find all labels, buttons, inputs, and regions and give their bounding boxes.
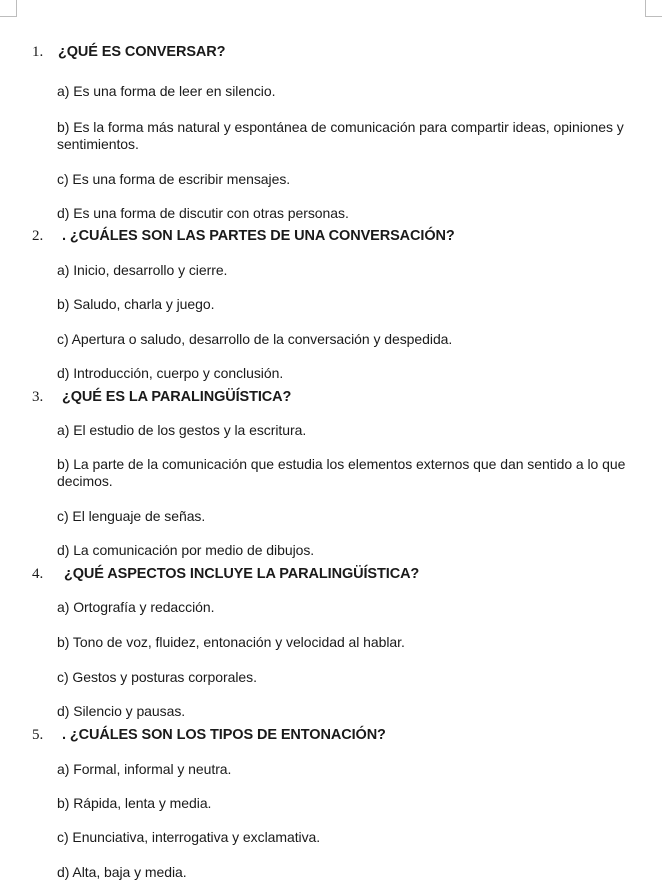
option-c[interactable]: c) Enunciativa, interrogativa y exclamativa.: [57, 829, 321, 845]
option-b[interactable]: b) Rápida, lenta y media.: [57, 795, 212, 811]
option-c[interactable]: c) Es una forma de escribir mensajes.: [57, 171, 291, 187]
question-heading: [32, 566, 419, 583]
option-a[interactable]: a) El estudio de los gestos y la escritura.: [57, 422, 307, 438]
option-d[interactable]: d) Introducción, cuerpo y conclusión.: [57, 365, 284, 381]
page-corner-mark-right: [645, 0, 662, 17]
option-d[interactable]: d) Silencio y pausas.: [57, 703, 186, 719]
question-number: 3.: [32, 389, 44, 405]
option-d[interactable]: d) Es una forma de discutir con otras personas.: [57, 205, 349, 221]
question-number: 4.: [32, 566, 44, 582]
question-title: . ¿CUÁLES SON LAS PARTES DE UNA CONVERSACIÓN?: [62, 228, 455, 244]
option-d[interactable]: d) La comunicación por medio de dibujos.: [57, 542, 315, 558]
question-title: ¿QUÉ ES CONVERSAR?: [58, 44, 226, 60]
question-number: 1.: [32, 44, 44, 60]
option-a[interactable]: a) Formal, informal y neutra.: [57, 761, 232, 777]
question-title: ¿QUÉ ASPECTOS INCLUYE LA PARALINGÜÍSTICA?: [64, 566, 420, 582]
option-b[interactable]: b) Saludo, charla y juego.: [57, 296, 215, 312]
option-b[interactable]: b) Es la forma más natural y espontánea de comunicación para compartir ideas, opiniones y sentimientos.: [57, 119, 624, 152]
option-b[interactable]: b) La parte de la comunicación que estudia los elementos externos que dan sentido a lo que decimos.: [57, 456, 626, 489]
option-b[interactable]: b) Tono de voz, fluidez, entonación y velocidad al hablar.: [57, 634, 405, 650]
option-a[interactable]: a) Es una forma de leer en silencio.: [57, 83, 276, 99]
option-c[interactable]: c) Gestos y posturas corporales.: [57, 669, 257, 685]
question-number: 5.: [32, 727, 44, 743]
question-title: ¿QUÉ ES LA PARALINGÜÍSTICA?: [62, 389, 292, 405]
question-title: . ¿CUÁLES SON LOS TIPOS DE ENTONACIÓN?: [62, 727, 386, 743]
option-a[interactable]: a) Inicio, desarrollo y cierre.: [57, 262, 228, 278]
question-heading: [32, 389, 291, 406]
option-c[interactable]: c) El lenguaje de señas.: [57, 508, 206, 524]
option-d[interactable]: d) Alta, baja y media.: [57, 864, 187, 880]
option-c[interactable]: c) Apertura o saludo, desarrollo de la conversación y despedida.: [57, 331, 453, 347]
question-heading: [32, 44, 225, 61]
question-heading: [32, 228, 455, 245]
page-corner-mark-left: [0, 0, 17, 17]
option-a[interactable]: a) Ortografía y redacción.: [57, 599, 215, 615]
question-number: 2.: [32, 228, 44, 244]
question-heading: [32, 727, 386, 744]
